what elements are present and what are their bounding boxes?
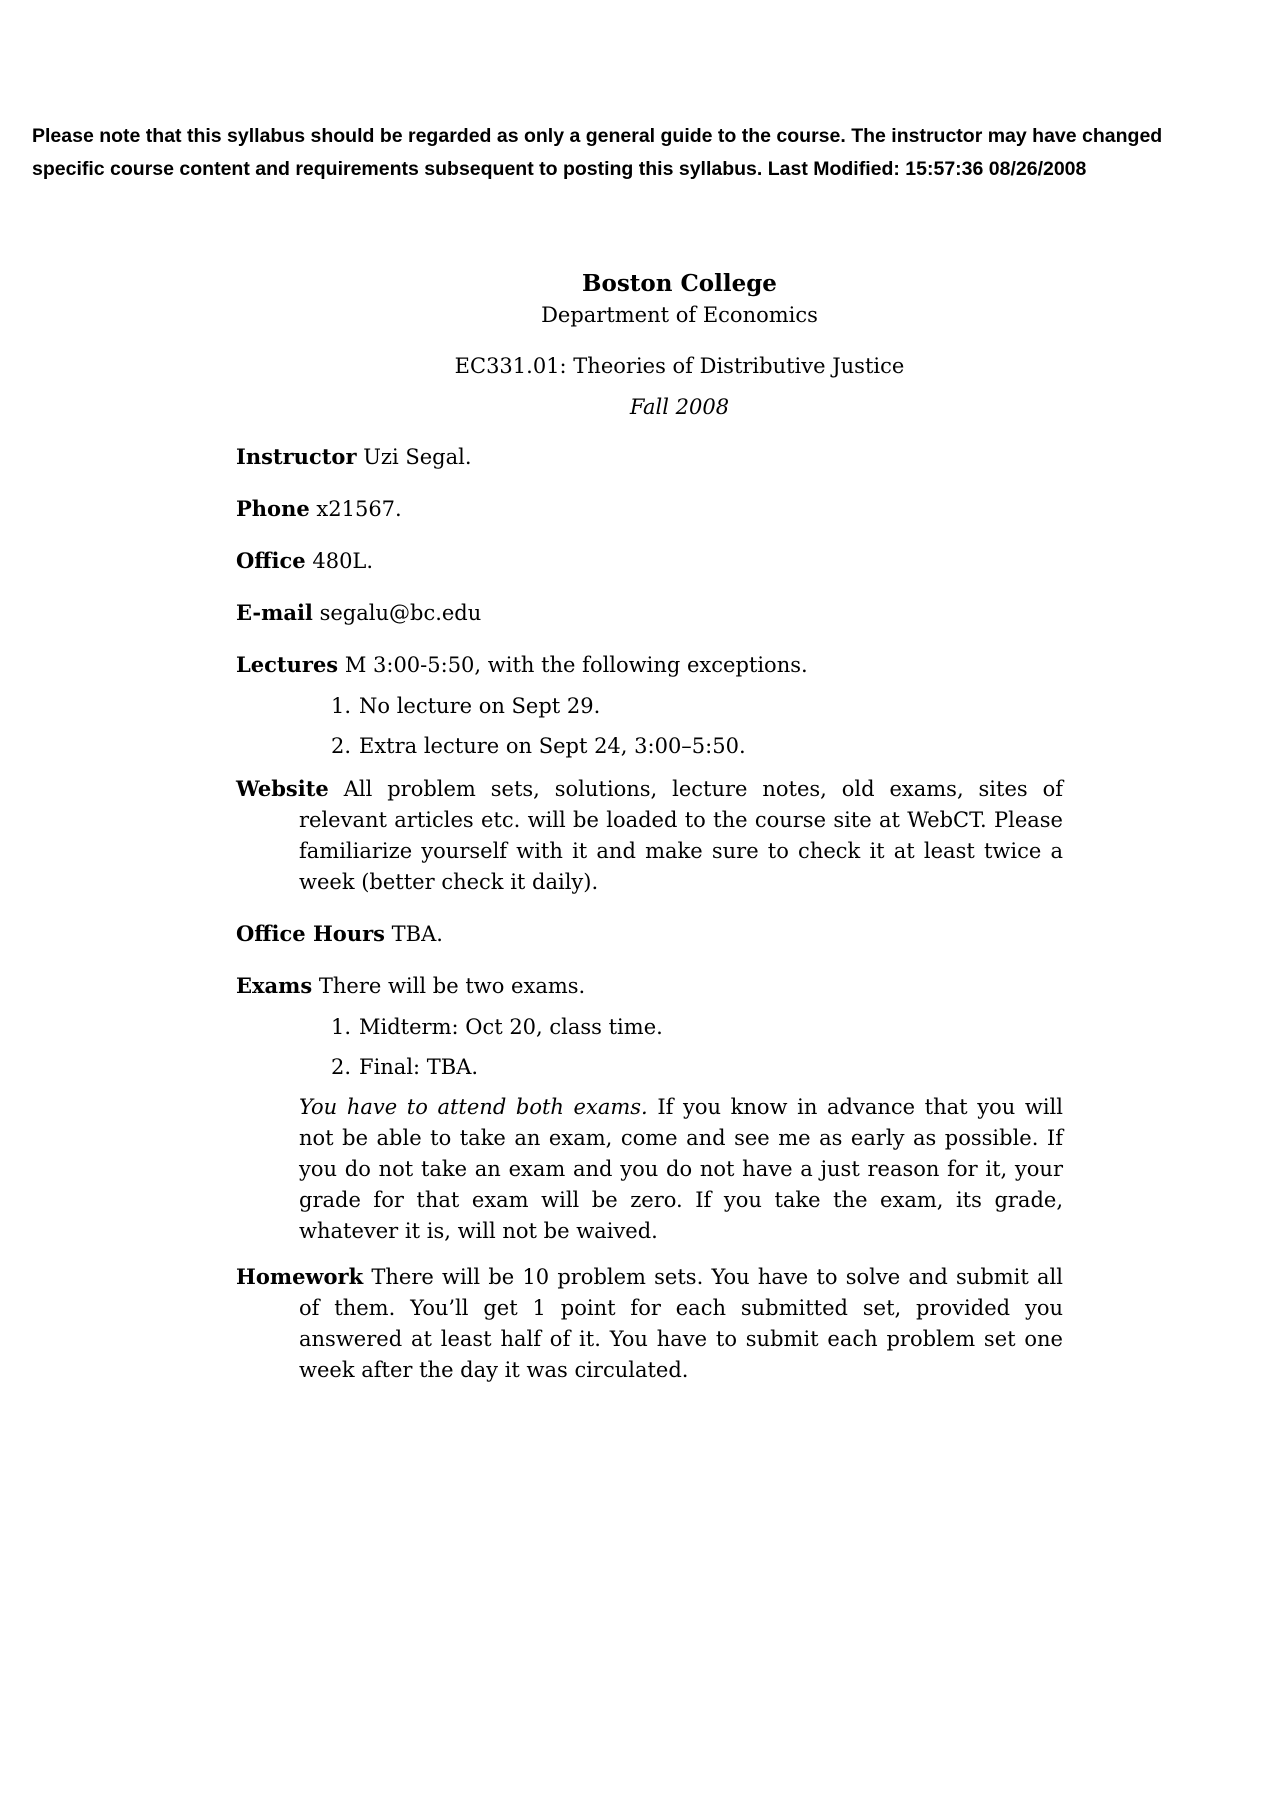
list-item [320,1012,1063,1043]
phone-label: Phone [236,496,310,521]
email-field [236,597,1063,629]
email-label: E-mail [236,600,313,625]
office-hours-field [236,918,1063,950]
exams-list [236,1012,1063,1083]
email-value: segalu@bc.edu [319,601,482,625]
disclaimer-line-2: specific course content and requirements subsequent to posting this syllabus. Last Modified: 15:57:36 08/26/2008 [32,158,1087,180]
phone-value: x21567. [316,497,402,521]
course-title: EC331.01: Theories of Distributive Justice [454,354,905,378]
lectures-field [236,649,1063,681]
course-term: Fall 2008 [629,395,730,419]
website-value: All problem sets, solutions, lecture notes, old exams, sites of relevant articles etc. will be loaded to the course site at WebCT. Please familiarize yourself with it and make sure to check it at least twice a week (better check it daily). [299,777,1063,894]
list-item-text: No lecture on Sept 29. [359,694,601,718]
exam-policy-text: If you know in advance that you will not be able to take an exam, come and see me as early as possible. If you do not take an exam and you do not have a just reason for it, your grade for that exam will be zero. If you take the exam, its grade, whatever it is, will not be waived. [299,1095,1063,1243]
document-header [296,268,1063,423]
website-field [236,773,1063,898]
office-hours-value: TBA. [391,922,443,946]
list-item-number: 1. [330,1015,351,1039]
exam-policy-emphasis: You have to attend both exams. [299,1095,648,1119]
list-item-text: Extra lecture on Sept 24, 3:00–5:50. [359,734,746,758]
syllabus-disclaimer [32,120,1272,186]
lecture-exceptions-list [236,691,1063,762]
lectures-label: Lectures [236,652,339,677]
list-item [320,731,1063,762]
website-label: Website [236,776,329,801]
department-name: Department of Economics [541,303,818,327]
instructor-field [236,441,1063,473]
syllabus-document [236,268,1063,1386]
list-item-number: 2. [330,734,351,758]
list-item [320,691,1063,722]
disclaimer-line-1: Please note that this syllabus should be regarded as only a general guide to the course. The instructor may have changed [32,125,1163,147]
homework-field [236,1261,1063,1386]
exams-field [236,970,1063,1002]
lectures-value: M 3:00-5:50, with the following exceptions. [344,653,808,677]
exams-value: There will be two exams. [318,974,586,998]
exams-label: Exams [236,973,313,998]
college-name: Boston College [582,270,777,297]
exam-policy-paragraph [299,1092,1063,1247]
list-item-number: 1. [330,694,351,718]
office-label: Office [236,548,306,573]
phone-field [236,493,1063,525]
instructor-label: Instructor [236,444,357,469]
instructor-value: Uzi Segal. [363,445,472,469]
list-item [320,1052,1063,1083]
homework-label: Homework [236,1264,364,1289]
office-hours-label: Office Hours [236,921,385,946]
homework-value: There will be 10 problem sets. You have to solve and submit all of them. You’ll get 1 point for each submitted set, provided you answered at least half of it. You have to submit each problem set one week after the day it was circulated. [299,1265,1063,1382]
office-value: 480L. [312,549,374,573]
office-field [236,545,1063,577]
list-item-text: Final: TBA. [359,1055,479,1079]
list-item-number: 2. [330,1055,351,1079]
list-item-text: Midterm: Oct 20, class time. [359,1015,663,1039]
